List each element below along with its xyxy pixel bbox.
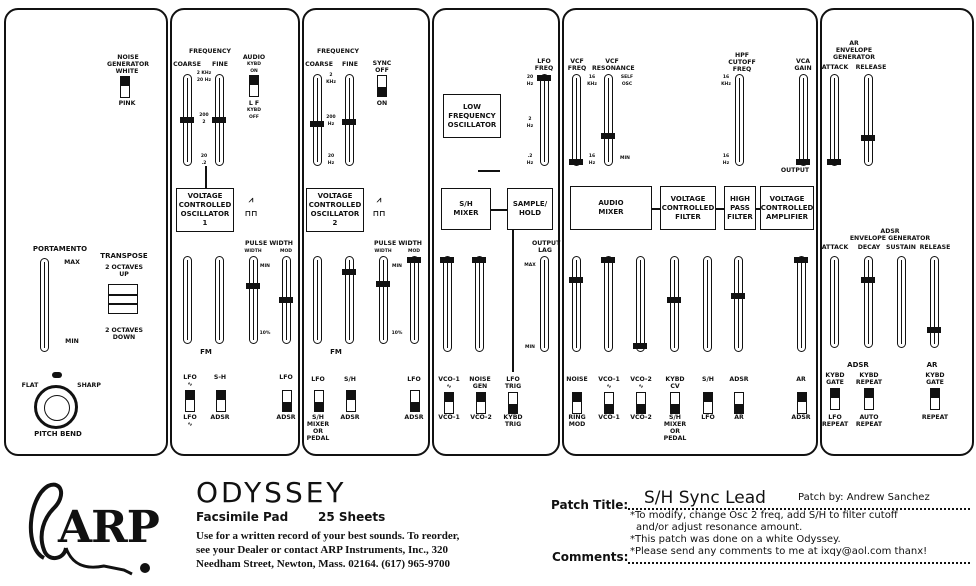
vcf-res-min: MIN xyxy=(620,156,630,161)
mixer-sw3-bot: VCO-2 xyxy=(630,414,652,421)
lfo-repeat-label: LFO REPEAT xyxy=(822,414,849,428)
lfo-freq-label: LFO FREQ xyxy=(534,58,554,72)
vco1-sw3-bot: ADSR xyxy=(276,414,296,421)
reorder-line-2: see your Dealer or contact ARP Instruments, Inc., 320 xyxy=(196,544,449,556)
vco1-width-label: WIDTH xyxy=(244,249,262,254)
vco1-fm-switch-1[interactable] xyxy=(185,390,195,412)
vco1-pct-label: 10% xyxy=(259,331,271,336)
vco1-min-label: MIN xyxy=(260,264,270,269)
vco1-square-icon: ⊓⊓ xyxy=(244,209,258,218)
transpose-label: TRANSPOSE xyxy=(100,252,148,260)
ar-release-slider[interactable] xyxy=(864,74,873,166)
white-label: WHITE xyxy=(115,68,139,75)
vco2-frequency-label: FREQUENCY xyxy=(317,48,359,55)
vcf-sw2-bot: LFO xyxy=(701,414,715,421)
vco1-range-switch[interactable] xyxy=(249,75,259,97)
vcf-scale-bot: 16 Hz xyxy=(588,154,596,166)
ar-gen-label: AR ENVELOPE GENERATOR xyxy=(832,40,876,61)
vcf-sw1-bot: S/H MIXER OR PEDAL xyxy=(663,414,687,442)
hpf-scale-top: 16 KHz xyxy=(721,75,731,87)
adsr-gate-switch[interactable] xyxy=(830,388,840,410)
lfo-out-line xyxy=(478,170,500,172)
adsr-release-slider[interactable] xyxy=(930,256,939,348)
adsr-decay-label: DECAY xyxy=(857,244,881,251)
vcf-sw3-top: ADSR xyxy=(729,376,749,383)
patch-title-label: Patch Title: xyxy=(551,498,629,512)
vcf-freq-slider[interactable] xyxy=(572,74,581,166)
arp-logo-text: ARP xyxy=(58,502,159,553)
vcf-box: VOLTAGE CONTROLLED FILTER xyxy=(660,186,716,230)
vco2-sync-switch[interactable] xyxy=(377,75,387,97)
ar-trigger-label: AR xyxy=(926,361,938,369)
vco2-pulse-width-label: PULSE WIDTH xyxy=(373,240,422,247)
vco2-sw1-top: LFO xyxy=(311,376,325,383)
pitch-bend-knob[interactable] xyxy=(34,385,78,429)
vcf-mod-switch-3[interactable] xyxy=(734,392,744,414)
pitch-bend-label: PITCH BEND xyxy=(34,430,82,438)
transpose-down-label: 2 OCTAVES DOWN xyxy=(105,327,143,341)
mixer-vco2-slider[interactable] xyxy=(636,256,645,352)
vco2-coarse-slider[interactable] xyxy=(313,74,322,166)
vco2-sw3-bot: ADSR xyxy=(404,414,424,421)
sh-mixer-slider-2[interactable] xyxy=(475,256,484,352)
vco2-fm-switch-2[interactable] xyxy=(346,390,356,412)
sh-sw3-top: LFO TRIG xyxy=(504,376,522,390)
ar-attack-label: ATTACK xyxy=(821,64,849,71)
sh-sw1-bot: VCO-1 xyxy=(438,414,460,421)
vca-output-label: OUTPUT xyxy=(780,167,810,174)
hpf-vca-line xyxy=(756,208,760,210)
portamento-slider[interactable] xyxy=(40,258,49,352)
ar-kybd-gate-label: KYBD GATE xyxy=(925,372,945,386)
vco2-scale-mid: 200 Hz xyxy=(326,115,336,127)
lfo-scale-top: 20 Hz xyxy=(526,75,534,87)
output-lag-min: MIN xyxy=(525,345,535,350)
adsr-attack-label: ATTACK xyxy=(821,244,849,251)
transpose-switch[interactable] xyxy=(108,284,138,314)
lfo-trig-line xyxy=(512,230,514,372)
vco1-saw-icon: ⩘ xyxy=(248,195,254,204)
vco2-min-label: MIN xyxy=(392,264,402,269)
vco1-sw1-top: LFO ∿ xyxy=(183,374,197,388)
vcf-mod2-slider[interactable] xyxy=(703,256,712,352)
output-lag-label: OUTPUT LAG xyxy=(532,240,561,254)
hpf-slider[interactable] xyxy=(735,74,744,166)
flat-label: FLAT xyxy=(21,382,39,389)
vco2-width-slider[interactable] xyxy=(379,256,388,344)
adsr-kybd-repeat-label: KYBD REPEAT xyxy=(855,372,883,386)
sh-mixer-slider-1[interactable] xyxy=(443,256,452,352)
comment-line-2: and/or adjust resonance amount. xyxy=(636,522,803,533)
sh-source-switch-1[interactable] xyxy=(444,392,454,414)
sh-source-switch-2[interactable] xyxy=(476,392,486,414)
vco1-sw2-bot: ADSR xyxy=(210,414,230,421)
vco2-fm-slider-2[interactable] xyxy=(345,256,354,344)
adsr-decay-slider[interactable] xyxy=(864,256,873,348)
mixer-vcf-line xyxy=(652,208,660,210)
lfo-freq-slider[interactable] xyxy=(540,74,549,166)
vco1-mod-slider[interactable] xyxy=(282,256,291,344)
mixer-switch-2[interactable] xyxy=(604,392,614,414)
mixer-switch-1[interactable] xyxy=(572,392,582,414)
vco1-fm-slider-2[interactable] xyxy=(215,256,224,344)
sh-trigger-switch[interactable] xyxy=(508,392,518,414)
ar-attack-slider[interactable] xyxy=(830,74,839,166)
vco1-sw3-top: LFO xyxy=(279,374,293,381)
hpf-box: HIGH PASS FILTER xyxy=(724,186,756,230)
reorder-line-3: Needham Street, Newton, Mass. 02164. (617) 965-9700 xyxy=(196,558,450,570)
portamento-label: PORTAMENTO xyxy=(32,245,88,253)
vco1-mod-label: MOD xyxy=(279,249,293,254)
reorder-line-1: Use for a written record of your best sounds. To reorder, xyxy=(196,530,460,542)
vco1-frequency-label: FREQUENCY xyxy=(189,48,231,55)
vco2-sync-label: SYNC OFF xyxy=(372,60,392,74)
vcf-sw3-bot: AR xyxy=(734,414,744,421)
vco2-scale-bot: 20 Hz xyxy=(327,154,335,166)
vcf-hpf-line xyxy=(716,208,724,210)
mixer-sw1-bot: RING MOD xyxy=(568,414,586,428)
mixer-sw1-top: NOISE xyxy=(566,376,588,383)
vco1-sw2-top: S-H xyxy=(213,374,227,381)
vcf-mod3-slider[interactable] xyxy=(734,256,743,352)
vca-sw-top: AR xyxy=(796,376,806,383)
vco2-width-label: WIDTH xyxy=(374,249,392,254)
arp-logo xyxy=(14,478,164,578)
vca-mod-slider[interactable] xyxy=(797,256,806,352)
comment-line-1: *To modify, change Osc 2 freq, add S/H to filter cutoff xyxy=(630,510,898,521)
ar-repeat-label: REPEAT xyxy=(921,414,949,421)
vco1-kybd-on-label: KYBD ON xyxy=(247,62,261,74)
mixer-noise-slider[interactable] xyxy=(572,256,581,352)
vca-sw-bot: ADSR xyxy=(791,414,811,421)
vco2-sw2-top: S/H xyxy=(344,376,356,383)
comment-line-4: *Please send any comments to me at ixqy@aol.com thanx! xyxy=(630,546,928,557)
vco1-fm-label: FM xyxy=(200,348,212,356)
vco2-sw3-top: LFO xyxy=(407,376,421,383)
sh-link-line xyxy=(491,209,507,211)
adsr-attack-slider[interactable] xyxy=(830,256,839,348)
vcf-freq-label: VCF FREQ xyxy=(567,58,587,72)
vco2-fm-label: FM xyxy=(330,348,342,356)
pitch-bend-indicator xyxy=(52,372,62,378)
vca-gain-label: VCA GAIN xyxy=(794,58,812,72)
vcf-sw1-top: KYBD CV xyxy=(665,376,685,390)
vco2-sw2-bot: ADSR xyxy=(340,414,360,421)
ar-release-label: RELEASE xyxy=(855,64,887,71)
vco1-width-slider[interactable] xyxy=(249,256,258,344)
comments-dotted-line xyxy=(628,562,970,564)
vco2-fine-slider[interactable] xyxy=(345,74,354,166)
vcf-mod-switch-1[interactable] xyxy=(670,392,680,414)
hpf-scale-bot: 16 Hz xyxy=(722,154,730,166)
vco1-scale-bot: 20 .2 xyxy=(200,154,208,166)
vca-mod-switch[interactable] xyxy=(797,392,807,414)
vco2-fm-slider-1[interactable] xyxy=(313,256,322,344)
sample-hold-box: SAMPLE/ HOLD xyxy=(507,188,553,230)
noise-generator-label: NOISE GENERATOR xyxy=(106,54,150,68)
vco1-audio-label: AUDIO xyxy=(242,54,266,61)
hpf-label: HPF CUTOFF FREQ xyxy=(728,52,756,73)
lfo-box: LOW FREQUENCY OSCILLATOR xyxy=(443,94,501,138)
vco2-fm-switch-1[interactable] xyxy=(314,390,324,412)
audio-mixer-box: AUDIO MIXER xyxy=(570,186,652,230)
noise-color-switch[interactable] xyxy=(120,76,130,98)
adsr-sustain-slider[interactable] xyxy=(897,256,906,348)
vco2-box: VOLTAGE CONTROLLED OSCILLATOR 2 xyxy=(306,188,364,232)
adsr-kybd-gate-label: KYBD GATE xyxy=(825,372,845,386)
vcf-resonance-slider[interactable] xyxy=(604,74,613,166)
vco1-coarse-label: COARSE xyxy=(173,61,201,68)
portamento-min: MIN xyxy=(65,338,79,345)
lfo-scale-mid: 2 Hz xyxy=(526,117,534,129)
vco2-square-icon: ⊓⊓ xyxy=(372,209,386,218)
sh-sw2-bot: VCO-2 xyxy=(470,414,492,421)
vcf-self-osc: SELF OSC xyxy=(620,75,634,87)
vco1-fine-label: FINE xyxy=(212,61,228,68)
vco2-mod-label: MOD xyxy=(407,249,421,254)
adsr-repeat-switch[interactable] xyxy=(864,388,874,410)
vcf-sw2-top: S/H xyxy=(702,376,714,383)
vco1-line-a xyxy=(205,166,207,188)
vco2-pwm-switch[interactable] xyxy=(410,390,420,412)
vco1-fm-slider-1[interactable] xyxy=(183,256,192,344)
vco1-kybd-off-label: KYBD OFF xyxy=(247,108,261,120)
sh-sw1-top: VCO-1 ∿ xyxy=(438,376,460,390)
auto-repeat-label: AUTO REPEAT xyxy=(855,414,883,428)
sheets-label: 25 Sheets xyxy=(318,510,386,524)
facsimile-label: Facsimile Pad xyxy=(196,510,289,524)
vco1-box: VOLTAGE CONTROLLED OSCILLATOR 1 xyxy=(176,188,234,232)
portamento-max: MAX xyxy=(64,259,80,266)
mixer-sw3-top: VCO-2 ∿ xyxy=(630,376,652,390)
output-lag-max: MAX xyxy=(524,263,536,268)
vco1-pulse-width-label: PULSE WIDTH xyxy=(244,240,293,247)
adsr-sustain-label: SUSTAIN xyxy=(886,244,916,251)
vco2-coarse-label: COARSE xyxy=(305,61,333,68)
output-lag-slider[interactable] xyxy=(540,256,549,352)
vcf-res-label: VCF RESONANCE xyxy=(592,58,635,72)
sharp-label: SHARP xyxy=(77,382,101,389)
vco1-pwm-switch[interactable] xyxy=(282,390,292,412)
sh-mixer-box: S/H MIXER xyxy=(441,188,491,230)
pink-label: PINK xyxy=(118,100,136,107)
patch-by: Patch by: Andrew Sanchez xyxy=(798,492,930,503)
vco2-scale-top: 2 KHz xyxy=(326,73,336,85)
vco1-scale-top: 2 KHz 20 Hz xyxy=(196,71,212,83)
vco1-fm-switch-2[interactable] xyxy=(216,390,226,412)
sh-sw2-top: NOISE GEN xyxy=(469,376,491,390)
lfo-scale-bot: .2 Hz xyxy=(526,154,534,166)
vco2-pct-label: 10% xyxy=(391,331,403,336)
adsr-gen-label: ADSR ENVELOPE GENERATOR xyxy=(849,228,931,242)
comment-line-3: *This patch was done on a white Odyssey. xyxy=(630,534,841,545)
vco2-saw-icon: ⩘ xyxy=(376,195,382,204)
vco1-fine-slider[interactable] xyxy=(215,74,224,166)
mixer-sw2-top: VCO-1 ∿ xyxy=(598,376,620,390)
vcf-mod1-slider[interactable] xyxy=(670,256,679,352)
mixer-sw2-bot: VCO-1 xyxy=(598,414,620,421)
mixer-vco1-slider[interactable] xyxy=(604,256,613,352)
odyssey-title: ODYSSEY xyxy=(196,476,347,509)
mixer-switch-3[interactable] xyxy=(636,392,646,414)
ar-gate-switch[interactable] xyxy=(930,388,940,410)
vco1-lf-label: L F xyxy=(248,100,260,107)
adsr-trigger-label: ADSR xyxy=(847,361,869,369)
vco1-sw1-bot: LFO ∿ xyxy=(183,414,197,428)
vco2-on-label: ON xyxy=(376,100,388,107)
adsr-release-label: RELEASE xyxy=(919,244,951,251)
vco2-fine-label: FINE xyxy=(342,61,358,68)
vca-gain-slider[interactable] xyxy=(799,74,808,166)
vco2-sw1-bot: S/H MIXER OR PEDAL xyxy=(306,414,330,442)
comments-label: Comments: xyxy=(552,550,629,564)
transpose-up-label: 2 OCTAVES UP xyxy=(105,264,143,278)
vca-box: VOLTAGE CONTROLLED AMPLIFIER xyxy=(760,186,814,230)
vco1-scale-mid: 200 2 xyxy=(199,113,209,125)
vcf-mod-switch-2[interactable] xyxy=(703,392,713,414)
sh-sw3-bot: KYBD TRIG xyxy=(503,414,523,428)
vco2-mod-slider[interactable] xyxy=(410,256,419,344)
vco1-coarse-slider[interactable] xyxy=(183,74,192,166)
vcf-scale-top: 16 KHz xyxy=(587,75,597,87)
patch-title-value[interactable]: S/H Sync Lead xyxy=(644,488,766,508)
